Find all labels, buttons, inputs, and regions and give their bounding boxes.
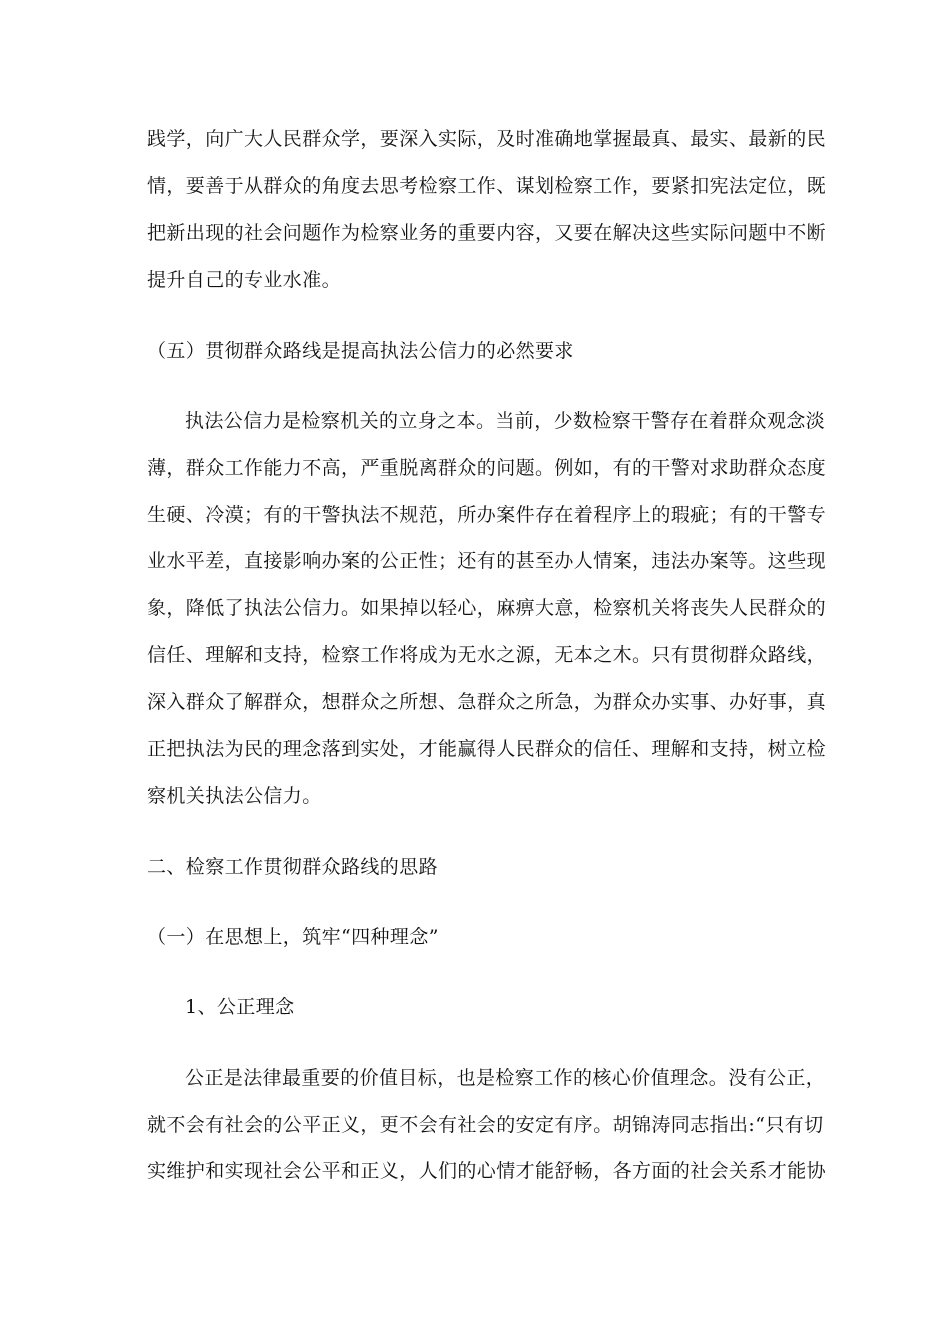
paragraph-line: 执法公信力是检察机关的立身之本。当前，少数检察干警存在着群众观念淡 <box>185 410 826 432</box>
paragraph-line: 公正是法律最重要的价值目标，也是检察工作的核心价值理念。没有公正， <box>185 1067 826 1089</box>
paragraph-line: 信任、理解和支持，检察工作将成为无水之源，无本之木。只有贯彻群众路线， <box>147 644 827 666</box>
paragraph-line: 深入群众了解群众，想群众之所想、急群众之所急，为群众办实事、办好事，真 <box>147 691 827 713</box>
paragraph-line: 业水平差，直接影响办案的公正性；还有的甚至办人情案，违法办案等。这些现 <box>147 550 827 572</box>
paragraph-line: 薄，群众工作能力不高，严重脱离群众的问题。例如，有的干警对求助群众态度 <box>147 457 827 479</box>
paragraph-line: 把新出现的社会问题作为检察业务的重要内容，又要在解决这些实际问题中不断 <box>147 222 827 244</box>
paragraph-line: 生硬、冷漠；有的干警执法不规范，所办案件存在着程序上的瑕疵；有的干警专 <box>147 504 827 526</box>
item-heading: 1、公正理念 <box>185 996 295 1018</box>
paragraph-line: 提升自己的专业水准。 <box>147 269 342 291</box>
paragraph-line: 践学，向广大人民群众学，要深入实际，及时准确地掌握最真、最实、最新的民 <box>147 128 827 150</box>
paragraph-line: 察机关执法公信力。 <box>147 785 322 807</box>
paragraph-line: 情，要善于从群众的角度去思考检察工作、谋划检察工作，要紧扣宪法定位，既 <box>147 175 827 197</box>
paragraph-line: 正把执法为民的理念落到实处，才能赢得人民群众的信任、理解和支持，树立检 <box>147 738 827 760</box>
paragraph-line: 实维护和实现社会公平和正义，人们的心情才能舒畅，各方面的社会关系才能协 <box>147 1160 827 1182</box>
section-heading: 二、检察工作贯彻群众路线的思路 <box>147 856 439 878</box>
paragraph-line: 象，降低了执法公信力。如果掉以轻心，麻痹大意，检察机关将丧失人民群众的 <box>147 597 827 619</box>
paragraph-line: 就不会有社会的公平正义，更不会有社会的安定有序。胡锦涛同志指出:“只有切 <box>147 1114 824 1136</box>
section-heading: （五）贯彻群众路线是提高执法公信力的必然要求 <box>147 340 574 362</box>
subsection-heading: （一）在思想上，筑牢“四种理念” <box>147 926 439 948</box>
